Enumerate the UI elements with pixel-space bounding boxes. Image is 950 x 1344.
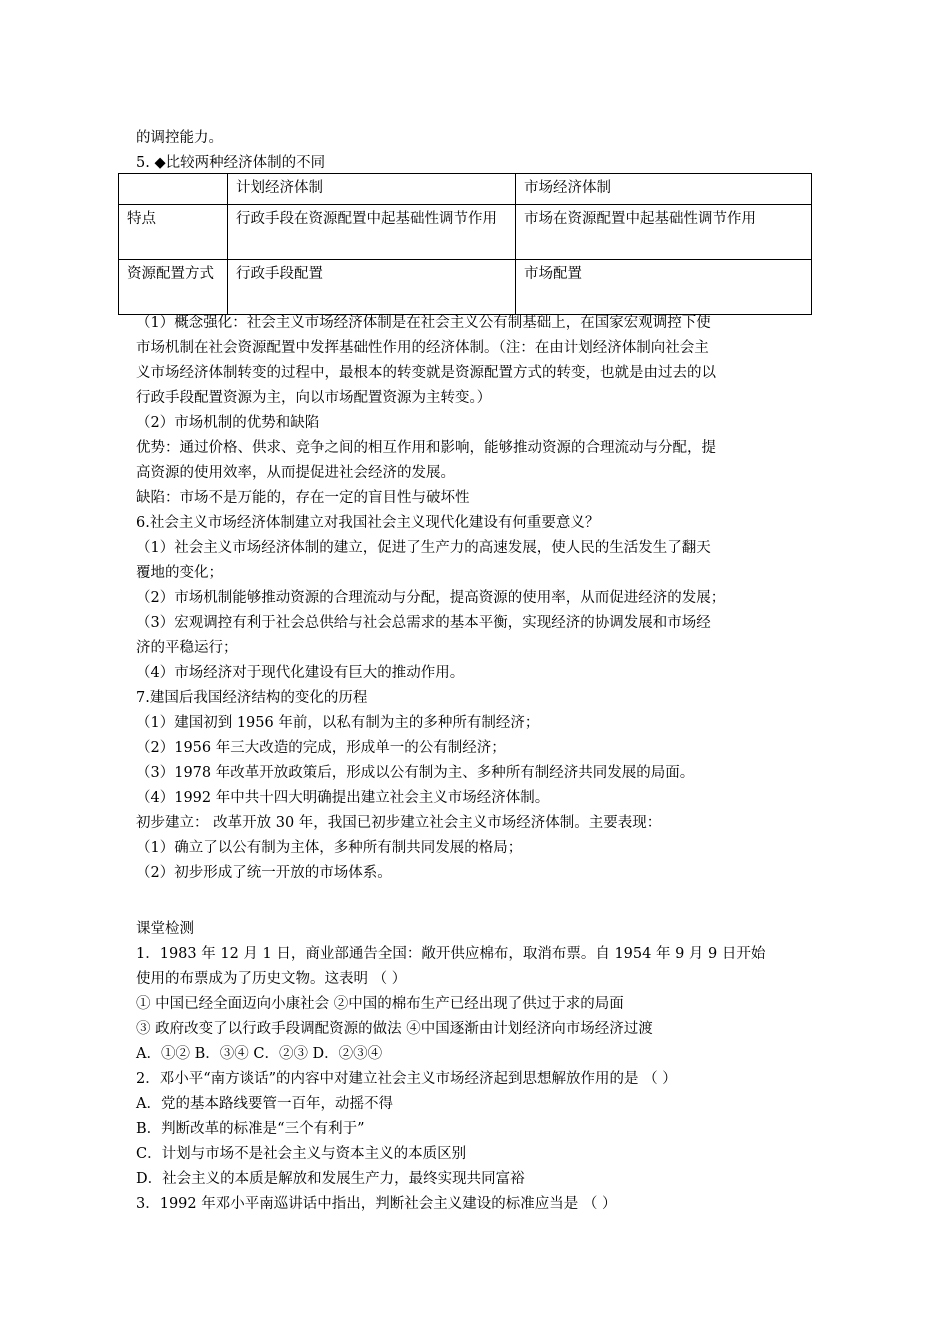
answer-line: （1）社会主义市场经济体制的建立，促进了生产力的高速发展，使人民的生活发生了翻天 — [136, 540, 711, 556]
exercise-option: B．判断改革的标准是“三个有利于” — [136, 1121, 365, 1137]
table-row — [119, 205, 812, 260]
answer-line: （3）宏观调控有利于社会总供给与社会总需求的基本平衡，实现经济的协调发展和市场经 — [136, 615, 711, 631]
paragraph-line: 缺陷：市场不是万能的，存在一定的盲目性与破坏性 — [136, 490, 470, 506]
exercise-option: ③ 政府改变了以行政手段调配资源的做法 ④中国逐渐由计划经济向市场经济过渡 — [136, 1021, 653, 1037]
paragraph-line: （1）概念强化：社会主义市场经济体制是在社会主义公有制基础上，在国家宏观调控下使 — [136, 315, 711, 331]
answer-line: （2）1956 年三大改造的完成，形成单一的公有制经济； — [136, 740, 506, 756]
answer-line: （4）市场经济对于现代化建设有巨大的推动作用。 — [136, 665, 465, 681]
answer-line: 覆地的变化； — [136, 565, 223, 581]
answer-line: （2）初步形成了统一开放的市场体系。 — [136, 865, 392, 881]
section-heading: 课堂检测 — [136, 921, 194, 937]
section-heading: 5. ◆比较两种经济体制的不同 — [136, 155, 326, 171]
paragraph-line: 高资源的使用效率，从而提促进社会经济的发展。 — [136, 465, 455, 481]
exercise-choices: A．①② B．③④ C．②③ D．②③④ — [136, 1046, 383, 1062]
answer-line: （3）1978 年改革开放政策后，形成以公有制为主、多种所有制经济共同发展的局面。 — [136, 765, 695, 781]
exercise-option: A．党的基本路线要管一百年，动摇不得 — [136, 1096, 393, 1112]
paragraph-line: 行政手段配置资源为主，向以市场配置资源为主转变。） — [136, 390, 492, 406]
table-row — [119, 260, 812, 315]
table-row-label: 资源配置方式 — [119, 260, 228, 315]
answer-line: （1）确立了以公有制为主体，多种所有制共同发展的格局； — [136, 840, 523, 856]
exercise-option: ① 中国已经全面迈向小康社会 ②中国的棉布生产已经出现了供过于求的局面 — [136, 996, 624, 1012]
paragraph-line: 初步建立： 改革开放 30 年，我国已初步建立社会主义市场经济体制。主要表现： — [136, 815, 662, 831]
table-header-row — [119, 174, 812, 205]
exercise-question: 3．1992 年邓小平南巡讲话中指出，判断社会主义建设的标准应当是 （ ） — [136, 1196, 617, 1212]
table-cell: 行政手段在资源配置中起基础性调节作用 — [228, 205, 516, 260]
table-header-cell: 市场经济体制 — [516, 174, 812, 205]
exercise-option: D．社会主义的本质是解放和发展生产力，最终实现共同富裕 — [136, 1171, 525, 1187]
paragraph-line: 市场机制在社会资源配置中发挥基础性作用的经济体制。（注：在由计划经济体制向社会主 — [136, 340, 709, 356]
table-cell-empty — [119, 174, 228, 205]
paragraph-line: 义市场经济体制转变的过程中，最根本的转变就是资源配置方式的转变，也就是由过去的以 — [136, 365, 716, 381]
answer-line: （2）市场机制能够推动资源的合理流动与分配，提高资源的使用率，从而促进经济的发展； — [136, 590, 726, 606]
answer-line: （4）1992 年中共十四大明确提出建立社会主义市场经济体制。 — [136, 790, 550, 806]
table-header-cell: 计划经济体制 — [228, 174, 516, 205]
answer-line: 济的平稳运行； — [136, 640, 238, 656]
exercise-option: C．计划与市场不是社会主义与资本主义的本质区别 — [136, 1146, 467, 1162]
table-cell: 市场配置 — [516, 260, 812, 315]
paragraph-line: （2）市场机制的优势和缺陷 — [136, 415, 320, 431]
comparison-table — [118, 173, 812, 315]
exercise-question: 2．邓小平“南方谈话”的内容中对建立社会主义市场经济起到思想解放作用的是 （ ） — [136, 1071, 677, 1087]
table-row-label: 特点 — [119, 205, 228, 260]
table-cell: 行政手段配置 — [228, 260, 516, 315]
exercise-question: 1．1983 年 12 月 1 日，商业部通告全国：敞开供应棉布，取消布票。自 1954 年 9 月 9 日开始 — [136, 946, 766, 962]
text-line: 的调控能力。 — [136, 130, 223, 146]
table-cell: 市场在资源配置中起基础性调节作用 — [516, 205, 812, 260]
exercise-question: 使用的布票成为了历史文物。这表明 （ ） — [136, 971, 407, 987]
paragraph-line: 优势：通过价格、供求、竞争之间的相互作用和影响，能够推动资源的合理流动与分配，提 — [136, 440, 716, 456]
answer-line: （1）建国初到 1956 年前，以私有制为主的多种所有制经济； — [136, 715, 540, 731]
question-heading: 6.社会主义市场经济体制建立对我国社会主义现代化建设有何重要意义？ — [136, 515, 600, 531]
question-heading: 7.建国后我国经济结构的变化的历程 — [136, 690, 368, 706]
